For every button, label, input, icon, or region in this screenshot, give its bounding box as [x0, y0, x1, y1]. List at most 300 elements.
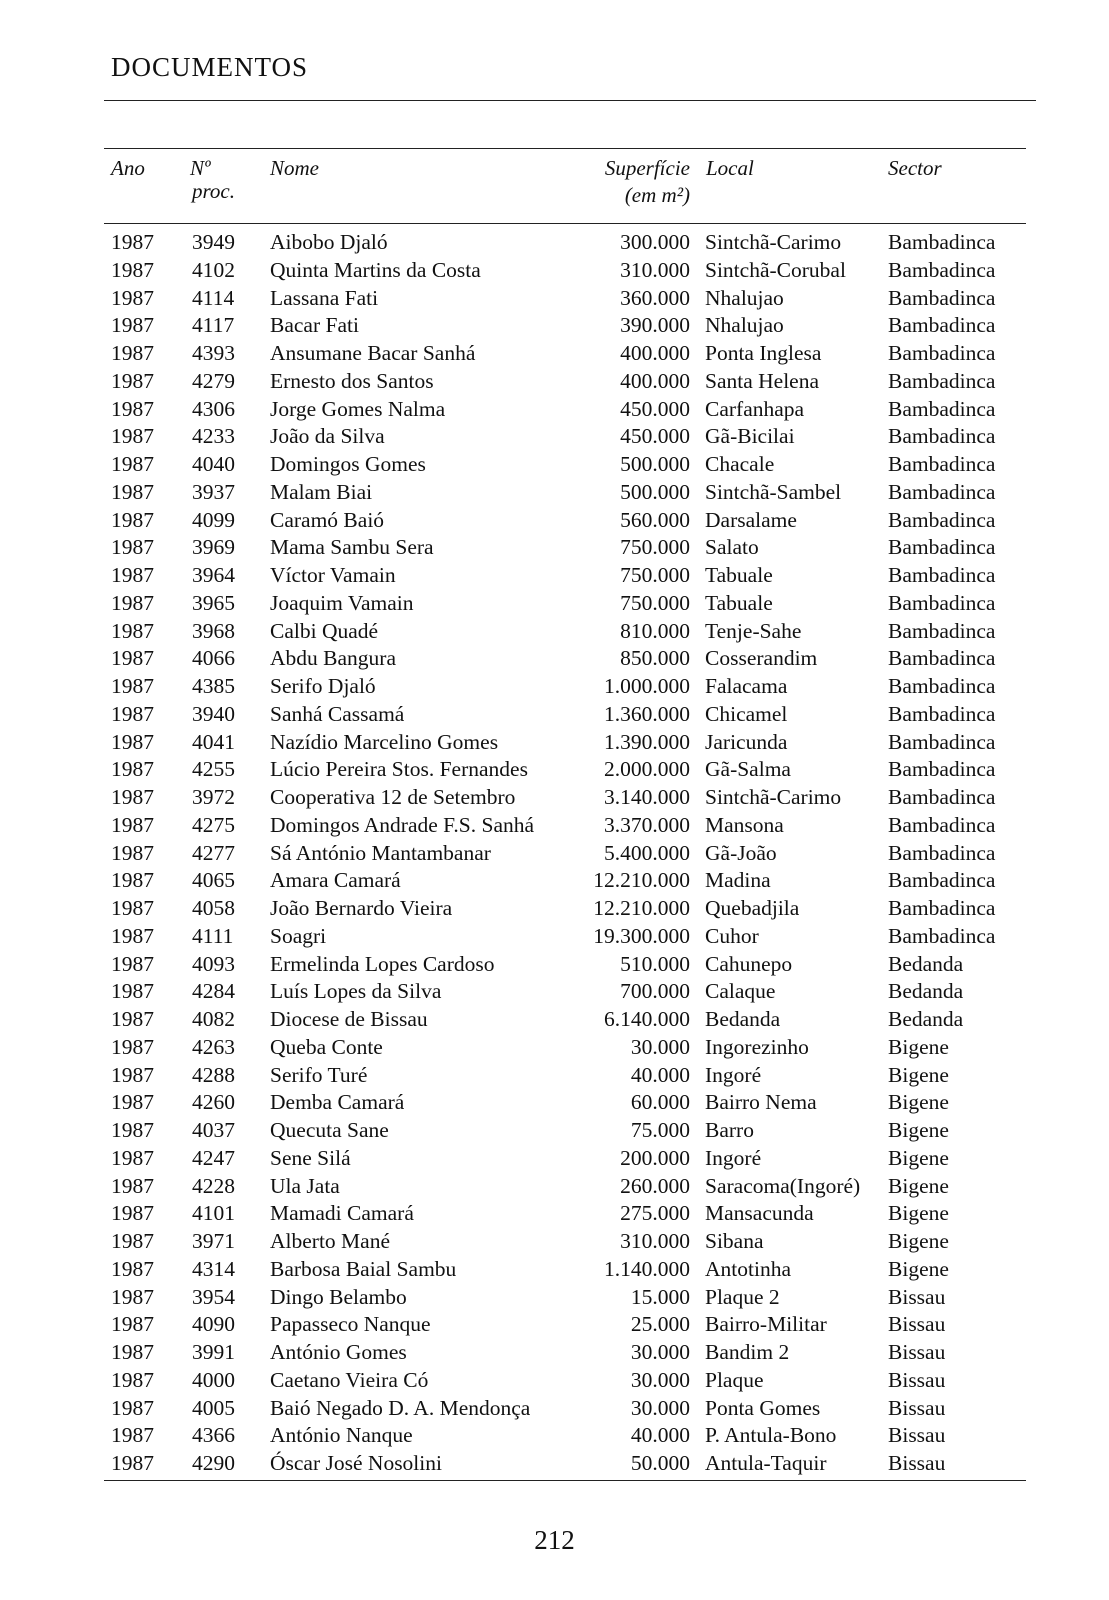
cell-superficie: 275.000 [620, 1201, 690, 1226]
cell-ano: 1987 [111, 1173, 154, 1198]
cell-ano: 1987 [111, 840, 154, 865]
cell-superficie: 510.000 [620, 951, 690, 976]
cell-superficie: 560.000 [620, 507, 690, 532]
cell-superficie: 400.000 [620, 368, 690, 393]
cell-sector: Bambadinca [888, 729, 996, 754]
table-row [0, 1200, 1109, 1228]
cell-nome: Malam Biai [270, 479, 373, 504]
table-row [0, 1034, 1109, 1062]
cell-ano: 1987 [111, 452, 154, 476]
cell-sector: Bambadinca [888, 563, 996, 587]
cell-nome: Jorge Gomes Nalma [270, 396, 446, 421]
cell-proc: 4101 [192, 1201, 235, 1226]
table-row [0, 590, 1109, 618]
cell-proc: 4111 [192, 923, 234, 948]
cell-local: Calaque [705, 979, 776, 1004]
cell-proc: 4255 [192, 757, 235, 782]
table-row [0, 368, 1109, 396]
cell-proc: 4306 [192, 396, 235, 421]
cell-proc: 4065 [192, 868, 235, 893]
cell-superficie: 200.000 [620, 1145, 690, 1170]
table-row [0, 229, 1109, 257]
cell-local: Barro [705, 1118, 754, 1142]
cell-sector: Bambadinca [888, 646, 996, 671]
cell-nome: Baió Negado D. A. Mendonça [270, 1395, 531, 1420]
table-row [0, 1145, 1109, 1173]
cell-local: Bairro Nema [705, 1090, 817, 1115]
cell-proc: 3965 [192, 590, 235, 615]
cell-local: Tenje-Sahe [705, 618, 802, 643]
cell-local: Cuhor [705, 923, 759, 948]
cell-superficie: 3.140.000 [604, 785, 690, 809]
cell-ano: 1987 [111, 1201, 154, 1226]
cell-local: Cosserandim [705, 646, 818, 671]
cell-superficie: 12.210.000 [593, 896, 690, 920]
cell-sector: Bambadinca [888, 313, 996, 338]
column-header-ano: Ano [111, 156, 145, 180]
cell-local: Tabuale [705, 590, 773, 615]
cell-nome: Serifo Turé [270, 1062, 368, 1087]
cell-ano: 1987 [111, 1367, 154, 1392]
table-row [0, 923, 1109, 951]
cell-superficie: 1.000.000 [604, 674, 690, 698]
cell-local: Bairro-Militar [705, 1312, 827, 1337]
cell-local: Cahunepo [705, 951, 793, 976]
cell-local: Sintchã-Corubal [705, 257, 846, 282]
cell-ano: 1987 [111, 563, 154, 587]
cell-sector: Bambadinca [888, 785, 996, 809]
cell-local: Falacama [705, 674, 788, 698]
cell-ano: 1987 [111, 507, 154, 532]
table-row [0, 729, 1109, 757]
cell-ano: 1987 [111, 729, 154, 754]
table-row [0, 701, 1109, 729]
cell-nome: Aibobo Djaló [270, 230, 388, 254]
cell-proc: 4233 [192, 424, 235, 449]
cell-nome: Sá António Mantambanar [270, 840, 491, 865]
cell-sector: Bambadinca [888, 896, 996, 920]
cell-sector: Bigene [888, 1256, 949, 1281]
cell-proc: 4366 [192, 1423, 235, 1448]
cell-ano: 1987 [111, 896, 154, 920]
cell-proc: 4005 [192, 1395, 235, 1420]
cell-ano: 1987 [111, 674, 154, 698]
cell-sector: Bambadinca [888, 757, 996, 782]
cell-nome: Luís Lopes da Silva [270, 979, 442, 1004]
cell-superficie: 12.210.000 [593, 868, 690, 893]
cell-sector: Bambadinca [888, 396, 996, 421]
cell-superficie: 400.000 [620, 341, 690, 365]
cell-local: Ponta Inglesa [705, 341, 822, 365]
cell-nome: Quecuta Sane [270, 1118, 389, 1142]
cell-superficie: 60.000 [630, 1090, 690, 1115]
table-row [0, 257, 1109, 285]
cell-superficie: 310.000 [620, 1229, 690, 1253]
cell-superficie: 40.000 [630, 1062, 690, 1087]
page-number: 212 [534, 1525, 575, 1555]
column-header-proc-line1: Nº [190, 156, 211, 180]
table-row [0, 784, 1109, 812]
cell-proc: 3954 [192, 1284, 235, 1309]
cell-proc: 4040 [192, 452, 235, 476]
cell-nome: Mamadi Camará [270, 1201, 414, 1226]
cell-proc: 4037 [192, 1118, 235, 1142]
cell-local: Antotinha [705, 1256, 791, 1281]
cell-superficie: 3.370.000 [604, 812, 690, 837]
column-header-local: Local [706, 156, 754, 180]
cell-proc: 4277 [192, 840, 235, 865]
cell-ano: 1987 [111, 951, 154, 976]
cell-sector: Bigene [888, 1201, 949, 1226]
cell-nome: Alberto Mané [270, 1229, 391, 1253]
cell-nome: Queba Conte [270, 1034, 383, 1059]
table-row [0, 895, 1109, 923]
cell-ano: 1987 [111, 923, 154, 948]
table-row [0, 867, 1109, 895]
cell-local: Sibana [705, 1229, 764, 1253]
table-row [0, 1450, 1109, 1478]
cell-ano: 1987 [111, 285, 154, 310]
cell-proc: 3968 [192, 618, 235, 643]
table-row [0, 396, 1109, 424]
cell-sector: Bambadinca [888, 618, 996, 643]
cell-sector: Bambadinca [888, 341, 996, 365]
cell-proc: 3940 [192, 701, 235, 726]
cell-nome: Soagri [270, 923, 327, 948]
cell-local: Darsalame [705, 507, 797, 532]
cell-local: Plaque [705, 1367, 764, 1392]
cell-nome: Domingos Andrade F.S. Sanhá [270, 812, 535, 837]
cell-sector: Bambadinca [888, 479, 996, 504]
cell-proc: 4275 [192, 812, 235, 837]
cell-local: Nhalujao [705, 285, 784, 310]
cell-sector: Bissau [888, 1284, 946, 1309]
cell-proc: 3971 [192, 1229, 235, 1253]
table-row [0, 312, 1109, 340]
cell-local: Carfanhapa [705, 396, 805, 421]
cell-ano: 1987 [111, 396, 154, 421]
cell-proc: 4228 [192, 1173, 235, 1198]
cell-superficie: 750.000 [620, 590, 690, 615]
cell-superficie: 75.000 [630, 1118, 690, 1142]
table-row [0, 951, 1109, 979]
cell-sector: Bedanda [888, 979, 964, 1004]
cell-nome: Caetano Vieira Có [270, 1367, 429, 1392]
cell-sector: Bissau [888, 1451, 946, 1475]
cell-local: Chacale [705, 452, 775, 476]
cell-nome: Bacar Fati [270, 313, 359, 338]
cell-local: Chicamel [705, 701, 788, 726]
column-header-sector: Sector [888, 156, 942, 180]
cell-sector: Bissau [888, 1423, 946, 1448]
cell-nome: Lúcio Pereira Stos. Fernandes [270, 757, 528, 782]
cell-superficie: 450.000 [620, 396, 690, 421]
cell-proc: 4284 [192, 979, 235, 1004]
cell-superficie: 30.000 [630, 1340, 690, 1364]
cell-sector: Bambadinca [888, 701, 996, 726]
cell-nome: Dingo Belambo [270, 1284, 407, 1309]
cell-ano: 1987 [111, 1090, 154, 1115]
cell-proc: 3937 [192, 479, 235, 504]
cell-nome: Lassana Fati [270, 285, 379, 310]
column-header-superficie-line2: (em m²) [624, 183, 690, 207]
cell-sector: Bigene [888, 1229, 949, 1253]
cell-nome: Mama Sambu Sera [270, 535, 434, 560]
cell-nome: João da Silva [270, 424, 385, 449]
cell-local: Sintchã-Carimo [705, 785, 842, 809]
cell-sector: Bigene [888, 1090, 949, 1115]
cell-proc: 4247 [192, 1145, 235, 1170]
cell-ano: 1987 [111, 1340, 154, 1364]
cell-superficie: 50.000 [630, 1451, 690, 1475]
cell-nome: António Gomes [270, 1340, 407, 1364]
cell-nome: Demba Camará [270, 1090, 405, 1115]
cell-sector: Bigene [888, 1145, 949, 1170]
cell-local: Ponta Gomes [705, 1395, 821, 1420]
table-row [0, 340, 1109, 368]
cell-superficie: 850.000 [620, 646, 690, 671]
table-top-rule [104, 148, 1026, 149]
cell-ano: 1987 [111, 424, 154, 449]
table-bottom-rule [104, 1480, 1026, 1481]
cell-proc: 4058 [192, 896, 235, 920]
table-row [0, 1173, 1109, 1201]
cell-sector: Bambadinca [888, 368, 996, 393]
cell-nome: Víctor Vamain [270, 563, 396, 587]
cell-nome: Ermelinda Lopes Cardoso [270, 951, 495, 976]
cell-superficie: 1.390.000 [604, 729, 690, 754]
cell-nome: Serifo Djaló [270, 674, 376, 698]
cell-proc: 4290 [192, 1451, 235, 1475]
table-row [0, 812, 1109, 840]
cell-sector: Bigene [888, 1034, 949, 1059]
table-row [0, 840, 1109, 868]
cell-superficie: 750.000 [620, 535, 690, 560]
cell-superficie: 450.000 [620, 424, 690, 449]
cell-local: Antula-Taquir [705, 1451, 827, 1475]
column-header-superficie-line1: Superfície [604, 156, 690, 180]
cell-superficie: 19.300.000 [593, 923, 690, 948]
table-row [0, 1089, 1109, 1117]
cell-local: Sintchã-Carimo [705, 230, 842, 254]
cell-superficie: 500.000 [620, 452, 690, 476]
cell-local: P. Antula-Bono [705, 1423, 837, 1448]
cell-local: Madina [705, 868, 771, 893]
cell-nome: Sene Silá [270, 1145, 351, 1170]
cell-ano: 1987 [111, 479, 154, 504]
cell-ano: 1987 [111, 1062, 154, 1087]
cell-proc: 3964 [192, 563, 235, 587]
cell-ano: 1987 [111, 257, 154, 282]
table-row [0, 285, 1109, 313]
cell-proc: 3972 [192, 785, 235, 809]
cell-superficie: 2.000.000 [604, 757, 690, 782]
header-rule [104, 100, 1036, 101]
cell-sector: Bambadinca [888, 840, 996, 865]
cell-ano: 1987 [111, 1145, 154, 1170]
cell-nome: Sanhá Cassamá [270, 701, 405, 726]
cell-sector: Bedanda [888, 951, 964, 976]
cell-nome: Ula Jata [270, 1173, 340, 1198]
table-row [0, 756, 1109, 784]
cell-nome: Ansumane Bacar Sanhá [270, 341, 476, 365]
cell-superficie: 390.000 [620, 313, 690, 338]
cell-superficie: 260.000 [620, 1173, 690, 1198]
table-row [0, 423, 1109, 451]
cell-proc: 4090 [192, 1312, 235, 1337]
table-header-rule [104, 223, 1026, 224]
table-row [0, 534, 1109, 562]
cell-nome: António Nanque [270, 1423, 413, 1448]
column-header-superficie [560, 157, 690, 207]
column-header-proc [190, 157, 235, 203]
cell-local: Quebadjila [705, 896, 800, 920]
cell-ano: 1987 [111, 1256, 154, 1281]
cell-nome: Papasseco Nanque [270, 1312, 431, 1337]
cell-sector: Bambadinca [888, 507, 996, 532]
cell-proc: 4099 [192, 507, 235, 532]
cell-proc: 4000 [192, 1367, 235, 1392]
cell-proc: 3969 [192, 535, 235, 560]
cell-local: Santa Helena [705, 368, 820, 393]
cell-ano: 1987 [111, 1229, 154, 1253]
cell-local: Bedanda [705, 1007, 781, 1031]
cell-superficie: 360.000 [620, 285, 690, 310]
cell-ano: 1987 [111, 1423, 154, 1448]
cell-proc: 4263 [192, 1034, 235, 1059]
cell-superficie: 6.140.000 [604, 1007, 690, 1031]
cell-nome: Abdu Bangura [270, 646, 396, 671]
cell-nome: Calbi Quadé [270, 618, 379, 643]
column-header-nome: Nome [270, 156, 319, 180]
cell-local: Salato [705, 535, 759, 560]
cell-ano: 1987 [111, 341, 154, 365]
cell-local: Ingoré [705, 1062, 762, 1087]
cell-proc: 3949 [192, 230, 235, 254]
cell-nome: Cooperativa 12 de Setembro [270, 785, 516, 809]
table-row [0, 645, 1109, 673]
cell-ano: 1987 [111, 230, 154, 254]
table-row [0, 1422, 1109, 1450]
cell-sector: Bissau [888, 1367, 946, 1392]
cell-superficie: 810.000 [620, 618, 690, 643]
table-row [0, 1284, 1109, 1312]
cell-sector: Bissau [888, 1340, 946, 1364]
cell-nome: João Bernardo Vieira [270, 896, 453, 920]
cell-superficie: 30.000 [630, 1395, 690, 1420]
cell-sector: Bambadinca [888, 230, 996, 254]
cell-proc: 4385 [192, 674, 235, 698]
cell-ano: 1987 [111, 646, 154, 671]
table-row [0, 1006, 1109, 1034]
table-row [0, 451, 1109, 479]
cell-nome: Joaquim Vamain [270, 590, 414, 615]
cell-superficie: 40.000 [630, 1423, 690, 1448]
cell-local: Mansacunda [705, 1201, 814, 1226]
cell-ano: 1987 [111, 1007, 154, 1031]
cell-proc: 4288 [192, 1062, 235, 1087]
cell-local: Gã-Bicilai [705, 424, 795, 449]
cell-sector: Bambadinca [888, 812, 996, 837]
table-row [0, 1339, 1109, 1367]
cell-ano: 1987 [111, 701, 154, 726]
cell-ano: 1987 [111, 618, 154, 643]
cell-superficie: 30.000 [630, 1367, 690, 1392]
cell-superficie: 750.000 [620, 563, 690, 587]
table-row [0, 618, 1109, 646]
cell-ano: 1987 [111, 868, 154, 893]
table-row [0, 1256, 1109, 1284]
cell-nome: Quinta Martins da Costa [270, 257, 481, 282]
cell-superficie: 1.140.000 [604, 1256, 690, 1281]
cell-sector: Bambadinca [888, 257, 996, 282]
cell-proc: 3991 [192, 1340, 235, 1364]
cell-sector: Bambadinca [888, 535, 996, 560]
cell-superficie: 30.000 [630, 1034, 690, 1059]
cell-sector: Bambadinca [888, 590, 996, 615]
cell-sector: Bambadinca [888, 923, 996, 948]
table-row [0, 673, 1109, 701]
cell-proc: 4114 [192, 285, 235, 310]
table-row [0, 562, 1109, 590]
cell-superficie: 25.000 [630, 1312, 690, 1337]
cell-local: Saracoma(Ingoré) [705, 1173, 861, 1198]
cell-local: Gã-Salma [705, 757, 791, 782]
cell-sector: Bissau [888, 1312, 946, 1337]
cell-local: Nhalujao [705, 313, 784, 338]
cell-ano: 1987 [111, 785, 154, 809]
cell-superficie: 700.000 [620, 979, 690, 1004]
cell-superficie: 1.360.000 [604, 701, 690, 726]
cell-local: Tabuale [705, 563, 773, 587]
table-row [0, 1395, 1109, 1423]
cell-superficie: 310.000 [620, 257, 690, 282]
cell-sector: Bissau [888, 1395, 946, 1420]
cell-ano: 1987 [111, 1395, 154, 1420]
cell-nome: Nazídio Marcelino Gomes [270, 729, 499, 754]
cell-local: Sintchã-Sambel [705, 479, 842, 504]
cell-proc: 4093 [192, 951, 235, 976]
cell-proc: 4117 [192, 313, 235, 338]
cell-sector: Bambadinca [888, 424, 996, 449]
cell-sector: Bambadinca [888, 452, 996, 476]
cell-ano: 1987 [111, 1312, 154, 1337]
cell-proc: 4314 [192, 1256, 235, 1281]
cell-proc: 4041 [192, 729, 235, 754]
cell-nome: Óscar José Nosolini [270, 1451, 442, 1475]
cell-proc: 4102 [192, 257, 235, 282]
cell-nome: Domingos Gomes [270, 452, 426, 476]
table-row [0, 1117, 1109, 1145]
cell-local: Ingorezinho [705, 1034, 809, 1059]
cell-local: Ingoré [705, 1145, 762, 1170]
cell-ano: 1987 [111, 979, 154, 1004]
table-row [0, 1228, 1109, 1256]
cell-local: Mansona [705, 812, 784, 837]
cell-proc: 4082 [192, 1007, 235, 1031]
cell-superficie: 5.400.000 [604, 840, 690, 865]
cell-ano: 1987 [111, 1118, 154, 1142]
cell-nome: Caramó Baió [270, 507, 385, 532]
cell-ano: 1987 [111, 1451, 154, 1475]
cell-proc: 4260 [192, 1090, 235, 1115]
cell-proc: 4393 [192, 341, 235, 365]
cell-ano: 1987 [111, 368, 154, 393]
cell-superficie: 500.000 [620, 479, 690, 504]
cell-sector: Bambadinca [888, 868, 996, 893]
cell-ano: 1987 [111, 590, 154, 615]
cell-nome: Diocese de Bissau [270, 1007, 428, 1031]
